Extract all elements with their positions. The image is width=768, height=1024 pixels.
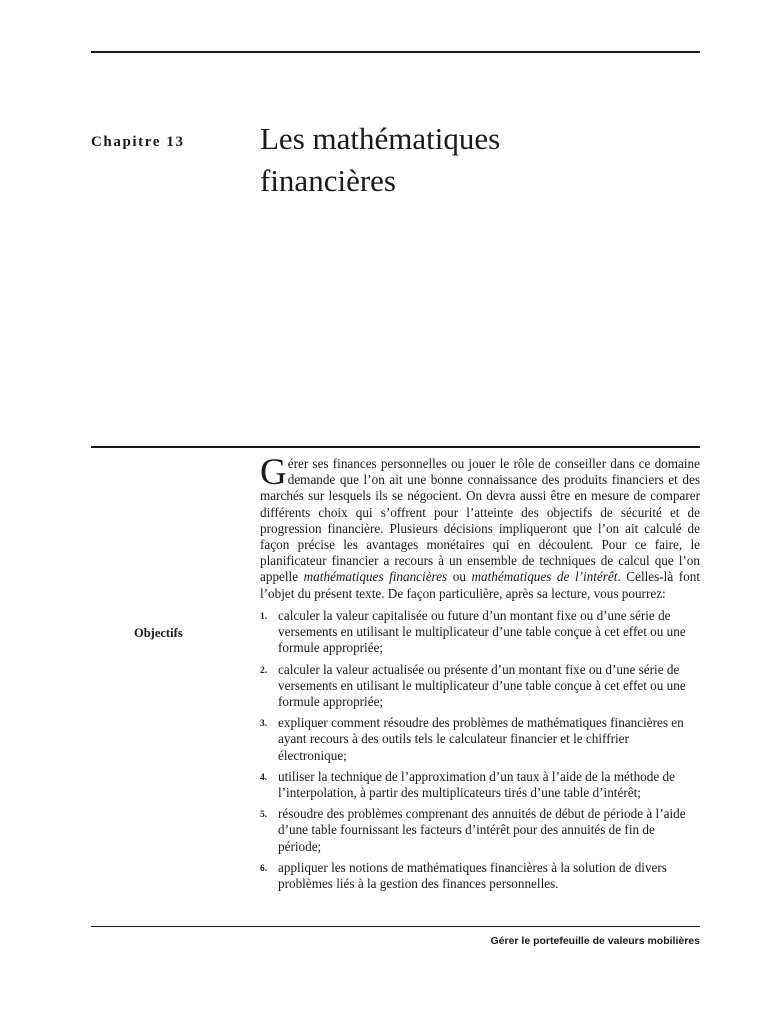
objective-text: expliquer comment résoudre des problèmes de mathématiques financières en ayant recours à des outils tels le calculateur financier et le chiffrier électronique; <box>278 715 684 763</box>
objective-item <box>260 662 700 711</box>
intro-emphasis-2: mathématiques de l’intérêt <box>471 569 618 585</box>
intro-text-mid: ou <box>447 569 472 585</box>
objective-number: 3. <box>260 719 268 730</box>
chapter-title <box>260 118 700 202</box>
intro-text-end: . Celles-là font l’objet du présent texte. De façon particulière, après sa lecture, vous pourrez: <box>260 569 700 601</box>
objectives-list <box>260 608 700 897</box>
drop-cap: G <box>260 452 287 493</box>
intro-paragraph <box>260 452 700 602</box>
chapter-title-line-2: financières <box>260 163 396 198</box>
footer-title: Gérer le portefeuille de valeurs mobilières <box>490 935 700 947</box>
objective-number: 4. <box>260 772 268 783</box>
objective-item <box>260 769 700 801</box>
intro-text-start: érer ses finances personnelles ou jouer le rôle de conseiller dans ce domaine demande que l’on ait une bonne connaissance des produits financiers et des marchés sur lesquels ils se négocient. On devra aussi être en mesure de comparer différents choix qui s’offrent pour l’atteinte des objectifs de sécurité et de progression financière. Plusieurs décisions impliqueront que l’on ait calculé de façon précise les avantages monétaires qui en découlent. Pour ce faire, le planificateur financier a recours à un ensemble de techniques de calcul que l’on appelle <box>260 456 700 585</box>
objective-item <box>260 860 700 892</box>
objective-text: calculer la valeur capitalisée ou future d’un montant fixe ou d’une série de versements en utilisant le multiplicateur d’une table conçue à cet effet ou une formule appropriée; <box>278 608 686 656</box>
intro-emphasis-1: mathématiques financières <box>303 569 448 585</box>
section-rule <box>91 446 700 448</box>
objective-item <box>260 608 700 657</box>
objective-item <box>260 715 700 764</box>
objectives-label: Objectifs <box>134 626 183 640</box>
objective-number: 1. <box>260 612 268 622</box>
objective-text: calculer la valeur actualisée ou présente d’un montant fixe ou d’une série de versements en utilisant le multiplicateur d’une table conçue à cet effet ou une formule appropriée; <box>278 661 686 710</box>
chapter-label: Chapitre 13 <box>91 134 185 150</box>
objective-number: 2. <box>260 665 268 676</box>
objective-text: appliquer les notions de mathématiques financières à la solution de divers problèmes liés à la gestion des finances personnelles. <box>278 859 667 892</box>
objective-number: 5. <box>260 810 268 821</box>
footer-rule <box>91 926 700 927</box>
chapter-title-line-1: Les mathématiques <box>260 121 501 156</box>
objective-text: utiliser la technique de l’approximation d’un taux à l’aide de la méthode de l’interpolation, à partir des multiplicateurs tirés d’une table d’intérêt; <box>278 768 675 801</box>
objective-item <box>260 806 700 855</box>
objective-text: résoudre des problèmes comprenant des annuités de début de période à l’aide d’une table fournissant les facteurs d’intérêt pour des annuités de fin de période; <box>278 806 686 854</box>
objective-number: 6. <box>260 863 268 874</box>
top-rule <box>91 51 700 53</box>
